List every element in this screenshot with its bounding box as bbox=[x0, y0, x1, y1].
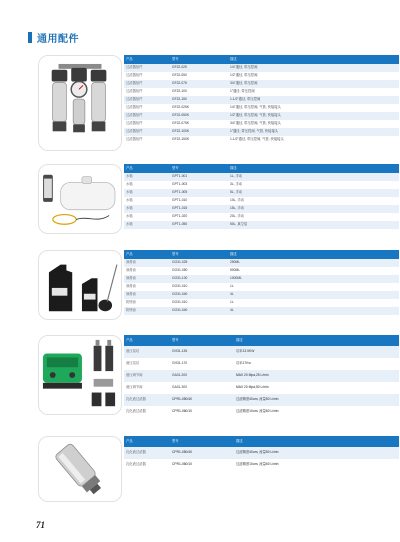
cell-description: 1/4"通径, 带压控阀 bbox=[228, 64, 399, 72]
cell-model: CPR1-060/10 bbox=[170, 406, 234, 418]
header-marker bbox=[28, 32, 32, 43]
cell-model: GO31-010 bbox=[170, 299, 228, 307]
col-header-model: 型号 bbox=[170, 436, 234, 447]
table-row bbox=[124, 189, 399, 197]
table-row bbox=[124, 88, 399, 96]
cell-model: GF22-025 bbox=[170, 64, 228, 72]
cell-product: 水箱 bbox=[124, 173, 170, 181]
cell-product: 水箱 bbox=[124, 197, 170, 205]
col-header-product: 产品 bbox=[124, 250, 170, 259]
cell-description: 1/4"通径, 带压控阀, 气管, 快接接头 bbox=[228, 104, 399, 112]
cell-product: 乳化液过滤器 bbox=[124, 406, 170, 418]
col-header-model: 型号 bbox=[170, 335, 234, 346]
cell-description: 过滤精度10um, 流量60 L/min bbox=[234, 406, 399, 418]
cell-description: 4L bbox=[228, 291, 399, 299]
cell-model: GF22-025K bbox=[170, 104, 228, 112]
cell-description: 功率17Kw bbox=[234, 358, 399, 370]
cell-description: 过滤精度10um, 流量60 L/min bbox=[234, 459, 399, 471]
table-row bbox=[124, 197, 399, 205]
cell-model: GF22-100 bbox=[170, 88, 228, 96]
table-row bbox=[124, 283, 399, 291]
cell-product: 润滑油 bbox=[124, 259, 170, 267]
table-row bbox=[124, 104, 399, 112]
cell-product: 过滤器组件 bbox=[124, 96, 170, 104]
table-row bbox=[124, 307, 399, 315]
cell-description: 1-1/2"通径, 带压控阀 bbox=[228, 96, 399, 104]
cell-product: 水箱 bbox=[124, 213, 170, 221]
table-row bbox=[124, 358, 399, 370]
section-header bbox=[28, 30, 79, 44]
cell-product: 液压泵站 bbox=[124, 346, 170, 358]
table-row bbox=[124, 346, 399, 358]
cell-description: 1000ML bbox=[228, 275, 399, 283]
table-row bbox=[124, 96, 399, 104]
cell-description: 50L, 真空泵 bbox=[228, 221, 399, 229]
table-row bbox=[124, 213, 399, 221]
cell-product: 润滑油 bbox=[124, 283, 170, 291]
cell-model: GF22-150 bbox=[170, 96, 228, 104]
cell-product: 过滤器组件 bbox=[124, 136, 170, 144]
cell-description: 4L bbox=[228, 307, 399, 315]
cell-description: 3/4"通径, 带压控阀 bbox=[228, 80, 399, 88]
table-row bbox=[124, 259, 399, 267]
cell-model: GPT1-015 bbox=[170, 205, 228, 213]
cell-model: GA31-300 bbox=[170, 382, 234, 394]
cell-product: 水箱 bbox=[124, 189, 170, 197]
table-row bbox=[124, 291, 399, 299]
col-header-description: 描述 bbox=[228, 250, 399, 259]
col-header-product: 产品 bbox=[124, 436, 170, 447]
cell-product: 乳化液过滤器 bbox=[124, 447, 170, 459]
col-header-product: 产品 bbox=[124, 55, 170, 64]
table-row bbox=[124, 267, 399, 275]
table-row bbox=[124, 299, 399, 307]
table-row bbox=[124, 80, 399, 88]
cell-model: GPT1-005 bbox=[170, 189, 228, 197]
col-header-description: 描述 bbox=[234, 335, 399, 346]
cell-model: GPT1-001 bbox=[170, 173, 228, 181]
cell-description: 20L, 手动 bbox=[228, 213, 399, 221]
cell-model: GH31-135 bbox=[170, 346, 234, 358]
table-row bbox=[124, 205, 399, 213]
table-row bbox=[124, 173, 399, 181]
cell-model: GPT1-020 bbox=[170, 213, 228, 221]
cell-product: 过滤器组件 bbox=[124, 72, 170, 80]
cell-description: 3L, 手动 bbox=[228, 181, 399, 189]
col-header-model: 型号 bbox=[170, 250, 228, 259]
col-header-model: 型号 bbox=[170, 164, 228, 173]
water-tank-image bbox=[38, 164, 122, 234]
cell-model: GF22-050 bbox=[170, 72, 228, 80]
cell-description: 1-1/2"通径, 带压控阀, 气管, 快接接头 bbox=[228, 136, 399, 144]
col-header-description: 描述 bbox=[228, 164, 399, 173]
emulsion-filter-image bbox=[38, 436, 122, 502]
col-header-description: 描述 bbox=[234, 436, 399, 447]
col-header-product: 产品 bbox=[124, 335, 170, 346]
cell-model: GF22-100K bbox=[170, 128, 228, 136]
cell-product: 润滑油 bbox=[124, 267, 170, 275]
cell-product: 液压调节阀 bbox=[124, 370, 170, 382]
cell-product: 水箱 bbox=[124, 181, 170, 189]
cell-description: 10L, 手动 bbox=[228, 197, 399, 205]
page-title: 通用配件 bbox=[37, 33, 79, 45]
cell-model: GO31-040 bbox=[170, 307, 228, 315]
cell-product: 过滤器组件 bbox=[124, 128, 170, 136]
table-row bbox=[124, 275, 399, 283]
table-row bbox=[124, 64, 399, 72]
cell-product: 乳化液过滤器 bbox=[124, 459, 170, 471]
cell-description: 15L, 手动 bbox=[228, 205, 399, 213]
cell-description: MAX 20 Mpa,25 L/min bbox=[234, 370, 399, 382]
table-row bbox=[124, 120, 399, 128]
cell-description: 功率13.5KW bbox=[234, 346, 399, 358]
cell-product: 防锈油 bbox=[124, 307, 170, 315]
cell-product: 过滤器组件 bbox=[124, 112, 170, 120]
cell-model: GF22-075K bbox=[170, 120, 228, 128]
page-number: 71 bbox=[36, 520, 45, 530]
cell-description: MAX 20 Mpa,50 L/min bbox=[234, 382, 399, 394]
emulsion-filter-spec-table bbox=[124, 436, 399, 471]
col-header-model: 型号 bbox=[170, 55, 228, 64]
cell-product: 过滤器组件 bbox=[124, 64, 170, 72]
water-tank-spec-table bbox=[124, 164, 399, 229]
cell-model: CPR1-050/40 bbox=[170, 394, 234, 406]
cell-description: 1L bbox=[228, 283, 399, 291]
cell-description: 500ML bbox=[228, 267, 399, 275]
cell-model: GH31-170 bbox=[170, 358, 234, 370]
cell-model: GPT1-010 bbox=[170, 197, 228, 205]
filter-spec-table bbox=[124, 55, 399, 144]
cell-product: 过滤器组件 bbox=[124, 104, 170, 112]
cell-description: 3/4"通径, 带压控阀, 气管, 快接接头 bbox=[228, 120, 399, 128]
cell-model: GO31-040 bbox=[170, 291, 228, 299]
cell-model: GPT1-003 bbox=[170, 181, 228, 189]
cell-description: 1L, 手动 bbox=[228, 173, 399, 181]
cell-description: 过滤精度40um, 流量50 L/min bbox=[234, 394, 399, 406]
cell-model: GO31-025 bbox=[170, 259, 228, 267]
cell-model: GF22-050K bbox=[170, 112, 228, 120]
cell-model: CPR1-060/10 bbox=[170, 459, 234, 471]
table-row bbox=[124, 447, 399, 459]
table-row bbox=[124, 406, 399, 418]
table-row bbox=[124, 128, 399, 136]
cell-model: GPT1-050 bbox=[170, 221, 228, 229]
oil-spec-table bbox=[124, 250, 399, 315]
table-row bbox=[124, 221, 399, 229]
cell-product: 水箱 bbox=[124, 205, 170, 213]
col-header-description: 描述 bbox=[228, 55, 399, 64]
table-row bbox=[124, 370, 399, 382]
filter-regulator-image bbox=[38, 55, 122, 151]
cell-model: GO31-100 bbox=[170, 275, 228, 283]
table-row bbox=[124, 136, 399, 144]
cell-product: 液压调节阀 bbox=[124, 382, 170, 394]
table-row bbox=[124, 72, 399, 80]
table-row bbox=[124, 459, 399, 471]
cell-product: 防锈油 bbox=[124, 299, 170, 307]
table-row bbox=[124, 382, 399, 394]
cell-description: 5L, 手动 bbox=[228, 189, 399, 197]
cell-model: GA31-200 bbox=[170, 370, 234, 382]
table-row bbox=[124, 394, 399, 406]
hydraulic-pump-image bbox=[38, 335, 122, 415]
cell-model: GF22-075 bbox=[170, 80, 228, 88]
cell-description: 1/2"通径, 带压控阀, 气管, 快接接头 bbox=[228, 112, 399, 120]
cell-product: 过滤器组件 bbox=[124, 88, 170, 96]
hydraulic-spec-table bbox=[124, 335, 399, 418]
cell-description: 过滤精度40um, 流量50 L/min bbox=[234, 447, 399, 459]
cell-model: GF22-150K bbox=[170, 136, 228, 144]
cell-description: 1/2"通径, 带压控阀 bbox=[228, 72, 399, 80]
cell-product: 水箱 bbox=[124, 221, 170, 229]
cell-product: 润滑油 bbox=[124, 291, 170, 299]
col-header-product: 产品 bbox=[124, 164, 170, 173]
cell-model: CPR1-050/40 bbox=[170, 447, 234, 459]
lubricant-oil-image bbox=[38, 250, 122, 320]
cell-product: 过滤器组件 bbox=[124, 80, 170, 88]
table-row bbox=[124, 112, 399, 120]
cell-product: 液压泵站 bbox=[124, 358, 170, 370]
cell-description: 1L bbox=[228, 299, 399, 307]
cell-product: 乳化液过滤器 bbox=[124, 394, 170, 406]
table-row bbox=[124, 181, 399, 189]
cell-product: 润滑油 bbox=[124, 275, 170, 283]
cell-description: 250ML bbox=[228, 259, 399, 267]
cell-description: 1"通径, 带压控阀, 气管, 快接接头 bbox=[228, 128, 399, 136]
cell-product: 过滤器组件 bbox=[124, 120, 170, 128]
cell-model: GO31-050 bbox=[170, 267, 228, 275]
cell-model: GO31-010 bbox=[170, 283, 228, 291]
cell-description: 1"通径, 带压控阀 bbox=[228, 88, 399, 96]
